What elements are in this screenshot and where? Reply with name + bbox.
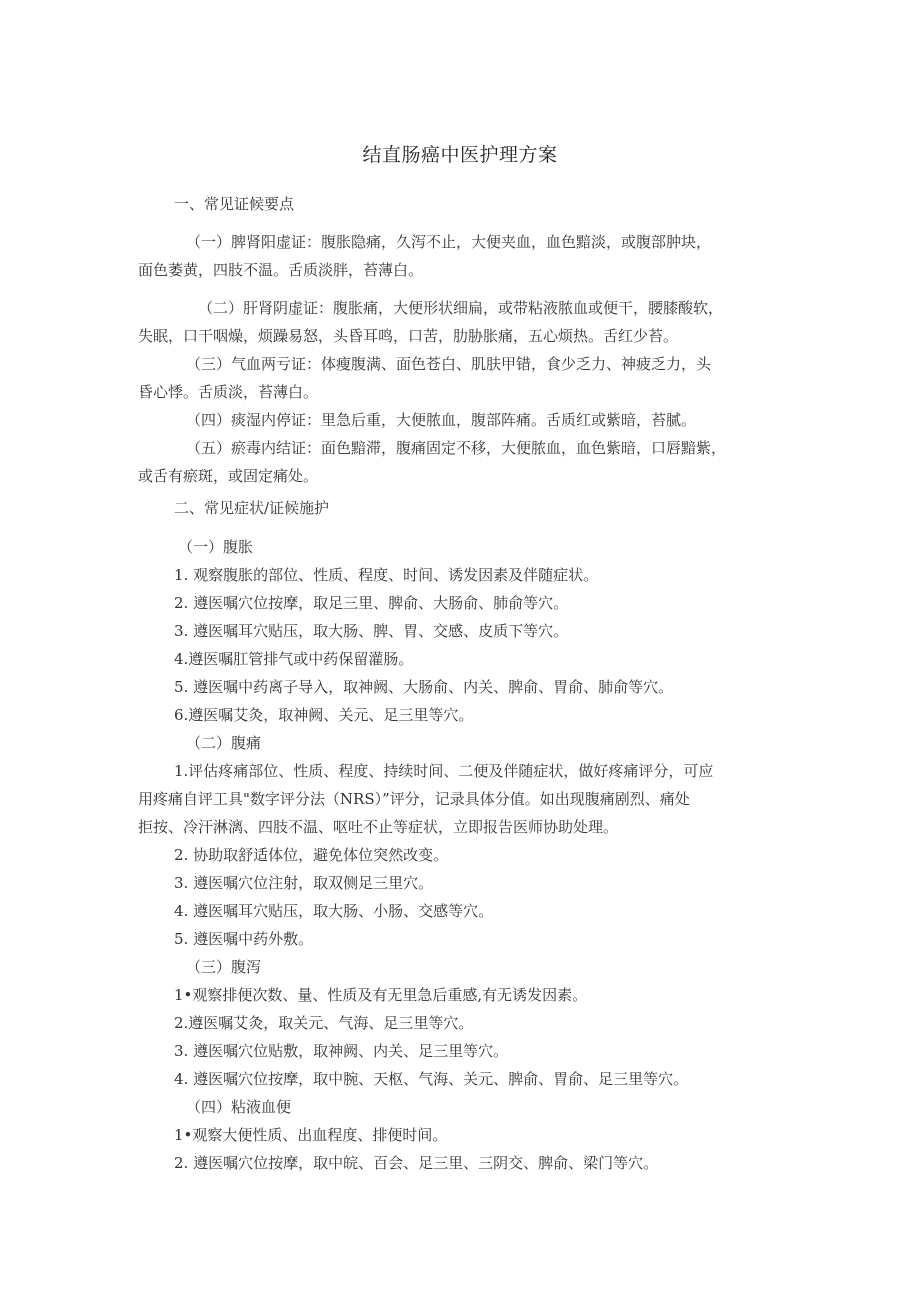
paragraph-line: 1.评估疼痛部位、性质、程度、持续时间、二便及伴随症状，做好疼痛评分，可应 [174,762,714,780]
syndrome-item [138,406,792,434]
paragraph-line: （一）脾肾阳虚证：腹胀隐痛，久泻不止，大便夹血，血色黯淡，或腹部肿块， [186,233,712,251]
list-item: 1•观察排便次数、量、性质及有无里急后重感,有无诱发因素。 [174,986,588,1004]
paragraph-line: 拒按、冷汗淋漓、四肢不温、呕吐不止等症状，立即报告医师协助处理。 [138,818,619,836]
paragraph-line: （四）痰湿内停证：里急后重，大便脓血，腹部阵痛。舌质红或紫暗，苔腻。 [186,411,697,429]
paragraph-line: 或舌有瘀斑，或固定痛处。 [138,467,319,485]
list-item: 1. 观察腹胀的部位、性质、程度、时间、诱发因素及伴随症状。 [174,566,599,584]
list-item: 2. 协助取舒适体位，避免体位突然改变。 [174,846,449,864]
list-item: 3. 遵医嘱耳穴贴压，取大肠、脾、胃、交感、皮质下等穴。 [174,622,569,640]
section-heading: 一、常见证候要点 [174,195,295,213]
list-item: 5. 遵医嘱中药离子导入，取神阙、大肠俞、内关、脾俞、胃俞、肺俞等穴。 [174,678,674,696]
paragraph-line: 失眠，口干咽燥，烦躁易怒，头昏耳鸣，口苦，肋胁胀痛，五心烦热。舌红少苔。 [138,327,679,345]
syndrome-item [138,434,792,490]
list-item: 5. 遵医嘱中药外敷。 [174,930,314,948]
paragraph-line: 昏心悸。舌质淡，苔薄白。 [138,383,319,401]
paragraph-line: 面色萎黄，四肢不温。舌质淡胖，苔薄白。 [138,261,424,279]
list-item: 2. 遵医嘱穴位按摩，取中皖、百会、足三里、三阴交、脾俞、梁门等穴。 [174,1154,659,1172]
list-item: 3. 遵医嘱穴位贴敷，取神阙、内关、足三里等穴。 [174,1042,509,1060]
list-item: 3. 遵医嘱穴位注射，取双侧足三里穴。 [174,874,434,892]
syndrome-item [138,294,792,350]
list-item: 4. 遵医嘱耳穴贴压，取大肠、小肠、交感等穴。 [174,902,494,920]
list-item: 6.遵医嘱艾灸，取神阙、关元、足三里等穴。 [174,706,474,724]
section-heading: 二、常见症状/证候施护 [174,499,330,517]
list-item: 4.遵医嘱肛管排气或中药保留灌肠。 [174,650,414,668]
paragraph-line: （三）气血两亏证：体瘦腹满、面色苍白、肌肤甲错，食少乏力、神疲乏力，头 [186,355,712,373]
list-item: 2. 遵医嘱穴位按摩，取足三里、脾俞、大肠俞、肺俞等穴。 [174,594,569,612]
subsection-heading: （二）腹痛 [186,734,262,752]
syndrome-item [138,228,792,284]
paragraph-line: 用疼痛自评工具"数字评分法（NRS）”评分，记录具体分值。如出现腹痛剧烈、痛处 [138,790,690,808]
paragraph-line: （二）肝肾阴虚证：腹胀痛，大便形状细扁，或带粘液脓血或便干，腰膝酸软， [198,299,724,317]
subsection-heading: （四）粘液血便 [186,1098,292,1116]
subsection-heading: （三）腹泻 [186,958,262,976]
document-title: 结直肠癌中医护理方案 [362,144,558,166]
list-item: 4. 遵医嘱穴位按摩，取中腕、天枢、气海、关元、脾俞、胃俞、足三里等穴。 [174,1070,689,1088]
list-item: 1•观察大便性质、出血程度、排便时间。 [174,1126,448,1144]
syndrome-item [138,350,792,406]
subsection-heading: （一）腹胀 [178,538,254,556]
paragraph-line: （五）瘀毒内结证：面色黯滞，腹痛固定不移，大便脓血，血色紫暗，口唇黯紫， [186,439,727,457]
list-item: 2.遵医嘱艾灸，取关元、气海、足三里等穴。 [174,1014,474,1032]
